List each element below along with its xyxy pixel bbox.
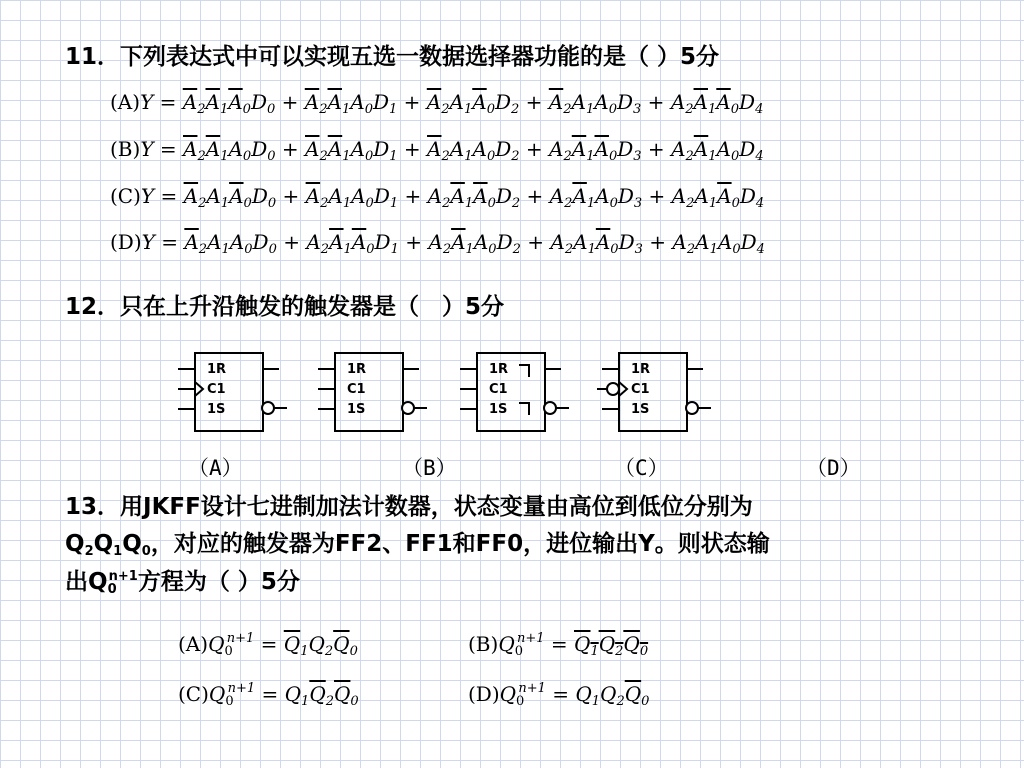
q12-option-c-label: （C）	[614, 456, 669, 480]
q13-option-b: $(B)Q_0^{n+1} = Q_1Q_2Q_0$	[468, 631, 649, 659]
q13-option-d: $(D)Q_0^{n+1} = Q_1Q_2\overline{Q}_0$	[468, 681, 650, 709]
ff-a-pin-c1: C1	[207, 382, 226, 397]
ff-d-pin-1r: 1R	[631, 362, 651, 377]
ff-b-pin-c1: C1	[347, 382, 366, 397]
flipflop-symbols	[175, 345, 735, 445]
ff-a-pin-1s: 1S	[207, 402, 226, 417]
ff-c-pin-1s: 1S	[489, 402, 508, 417]
ff-c-pin-1r: 1R	[489, 362, 509, 377]
q12-option-a-label: （A）	[188, 456, 243, 480]
q11-option-b: $(B)Y = \overline{A}_2\overline{A}_1A_0D_0 + \overline{A}_2\overline{A}_1A_0D_1 + \overline{A}_2A_1A_0D_2 + A_2\overline{A}_1\overline{A}_0D_3 + A_2\overline{A}_1A_0D_4$	[110, 137, 764, 164]
question-12-title: 12．只在上升沿触发的触发器是（ ）5分	[65, 294, 505, 320]
q13-option-a: $(A)Q_0^{n+1} = \overline{Q}_1Q_2\overline{Q}_0$	[178, 631, 358, 659]
ff-b-pin-1s: 1S	[347, 402, 366, 417]
q12-option-d-label: （D）	[806, 456, 861, 480]
q12-option-b-label: （B）	[402, 456, 457, 480]
flipflop-d	[597, 353, 711, 431]
flipflop-c	[460, 353, 569, 431]
q11-option-c: $(C)Y = \overline{A}_2A_1\overline{A}_0D_0 + \overline{A}_2A_1A_0D_1 + A_2\overline{A}_1\overline{A}_0D_2 + A_2\overline{A}_1A_0D_3 + A_2A_1\overline{A}_0D_4$	[110, 184, 765, 211]
ff-a-pin-1r: 1R	[207, 362, 227, 377]
question-13-line-1: 13．用JKFF设计七进制加法计数器，状态变量由高位到低位分别为	[65, 494, 753, 520]
question-13-line-2: $Q_2Q_1Q_0$，对应的触发器为FF2、FF1和FF0，进位输出Y。则状态输	[65, 531, 770, 559]
flipflop-b	[318, 353, 427, 431]
q13-option-c: $(C)Q_0^{n+1} = Q_1\overline{Q}_2\overline{Q}_0$	[178, 681, 359, 709]
question-13-line-3: 出$Q_0^{n+1}$方程为（ ）5分	[65, 569, 300, 597]
question-11-title: 11．下列表达式中可以实现五选一数据选择器功能的是（ ）5分	[65, 44, 720, 70]
ff-b-pin-1r: 1R	[347, 362, 367, 377]
q11-option-a: $(A)Y = \overline{A}_2\overline{A}_1\overline{A}_0D_0 + \overline{A}_2\overline{A}_1A_0D_1 + \overline{A}_2A_1\overline{A}_0D_2 + \overline{A}_2A_1A_0D_3 + A_2\overline{A}_1\overline{A}_0D_4$	[110, 90, 764, 117]
ff-d-pin-1s: 1S	[631, 402, 650, 417]
flipflop-a	[178, 353, 287, 431]
ff-c-pin-c1: C1	[489, 382, 508, 397]
ff-d-pin-c1: C1	[631, 382, 650, 397]
q11-option-d: $(D)Y = \overline{A}_2A_1A_0D_0 + A_2\overline{A}_1\overline{A}_0D_1 + A_2\overline{A}_1A_0D_2 + A_2A_1\overline{A}_0D_3 + A_2A_1A_0D_4$	[110, 230, 765, 257]
